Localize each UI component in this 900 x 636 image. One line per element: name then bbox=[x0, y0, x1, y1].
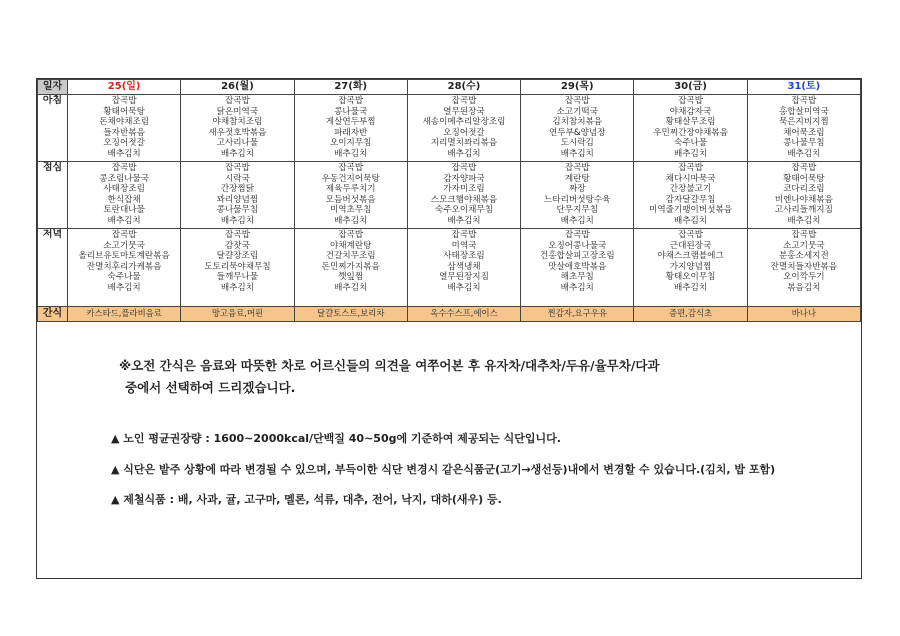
menu-item: 꽈리양념찜 bbox=[216, 194, 259, 205]
snack-cell: 달걀토스트,보리차 bbox=[294, 307, 407, 322]
menu-cell bbox=[294, 95, 407, 162]
menu-item: 우동건지어묵탕 bbox=[321, 173, 380, 184]
menu-item: 해초무침 bbox=[560, 272, 594, 283]
menu-item: 배추김치 bbox=[107, 282, 141, 293]
menu-item: 배추김치 bbox=[107, 215, 141, 226]
menu-item: 배추김치 bbox=[220, 282, 255, 293]
menu-item: 도시락김 bbox=[560, 138, 594, 149]
menu-item: 사태장조림 bbox=[443, 251, 485, 262]
menu-item: 고사리들깨지짐 bbox=[774, 205, 833, 216]
menu-cell bbox=[407, 229, 520, 307]
menu-cell bbox=[181, 95, 294, 162]
menu-item: 코다리조림 bbox=[783, 184, 825, 195]
menu-item: 게살연두부찜 bbox=[325, 117, 376, 128]
menu-cell bbox=[747, 229, 860, 307]
menu-item: 열무된장국 bbox=[443, 106, 485, 117]
menu-cell bbox=[294, 162, 407, 229]
menu-item: 볶음김치 bbox=[787, 282, 821, 293]
snack-cell: 망고음료,머핀 bbox=[181, 307, 294, 322]
menu-item: 근대된장국 bbox=[669, 240, 712, 251]
menu-item: 간장찜닭 bbox=[220, 184, 255, 195]
menu-item: 감잣국 bbox=[224, 240, 250, 251]
menu-item: 깻잎찜 bbox=[338, 272, 364, 283]
menu-item: 간장불고기 bbox=[669, 184, 712, 195]
menu-item: 소고기뭇국 bbox=[103, 240, 145, 251]
snack-cell: 바나나 bbox=[747, 307, 860, 322]
menu-item: 닭온미역국 bbox=[216, 106, 259, 117]
menu-item: 소고기떡국 bbox=[556, 106, 599, 117]
menu-cell bbox=[294, 229, 407, 307]
menu-item: 건홍합살피고장조림 bbox=[539, 251, 615, 262]
menu-cell bbox=[407, 95, 520, 162]
menu-cell bbox=[521, 162, 634, 229]
menu-item: 오이깍두기 bbox=[783, 272, 825, 283]
date-header-day: 28(수) bbox=[407, 80, 520, 95]
menu-item: 숙주오이채무침 bbox=[434, 205, 494, 216]
menu-item: 잡곡밥 bbox=[451, 163, 477, 173]
menu-item: 콩나물무침 bbox=[216, 205, 259, 216]
menu-item: 홍합살미역국 bbox=[778, 106, 829, 117]
menu-item: 황태어묵탕 bbox=[103, 106, 145, 117]
menu-item: 채어묵조림 bbox=[783, 127, 825, 138]
menu-item: 돈채야채조림 bbox=[99, 117, 150, 128]
menu-item: 잡곡밥 bbox=[111, 96, 137, 106]
menu-item: 배추김치 bbox=[673, 215, 708, 226]
menu-item: 우민찌간장야채볶음 bbox=[653, 127, 728, 138]
menu-item: 도토리묵야채무침 bbox=[204, 261, 271, 272]
menu-item: 가자미조림 bbox=[443, 184, 485, 195]
menu-item: 잡곡밥 bbox=[224, 163, 250, 173]
menu-item: 배추김치 bbox=[787, 148, 821, 159]
snack-cell: 카스타드,플라비음료 bbox=[68, 307, 181, 322]
menu-item: 새우젓호박볶음 bbox=[208, 127, 267, 138]
menu-item: 소고기뭇국 bbox=[783, 240, 825, 251]
menu-item: 달걀장조림 bbox=[216, 251, 259, 262]
menu-item: 미역줄기팽이버섯볶음 bbox=[649, 205, 733, 216]
menu-item: 배추김치 bbox=[673, 148, 708, 159]
menu-item: 황태살무조림 bbox=[665, 117, 716, 128]
menu-item: 황태어묵탕 bbox=[783, 173, 825, 184]
snack-cell: 옥수수스프,에이스 bbox=[407, 307, 520, 322]
snack-cell: 증편,감식초 bbox=[634, 307, 747, 322]
menu-item: 배추김치 bbox=[560, 215, 594, 226]
menu-item: 배추김치 bbox=[447, 282, 481, 293]
menu-cell bbox=[181, 162, 294, 229]
menu-item: 미역초무침 bbox=[329, 205, 372, 216]
menu-item: 콩나물국 bbox=[334, 106, 368, 117]
menu-item: 모듬버섯볶음 bbox=[325, 194, 376, 205]
menu-item: 잡곡밥 bbox=[111, 163, 137, 173]
menu-item: 미역국 bbox=[451, 240, 477, 251]
menu-item: 잡곡밥 bbox=[678, 163, 703, 173]
menu-item: 연두부&양념장 bbox=[549, 127, 606, 138]
date-header-day: 31(토) bbox=[747, 80, 860, 95]
menu-cell bbox=[407, 162, 520, 229]
menu-item: 새송이메추리알장조림 bbox=[422, 117, 506, 128]
menu-item: 올리브유토마토계란볶음 bbox=[78, 251, 170, 262]
date-header-day: 30(금) bbox=[634, 80, 747, 95]
menu-item: 오징어젓갈 bbox=[443, 127, 485, 138]
menu-cell bbox=[68, 95, 181, 162]
menu-cell bbox=[521, 95, 634, 162]
menu-item: 야채참치조림 bbox=[212, 117, 263, 128]
menu-item: 시락국 bbox=[224, 173, 250, 184]
menu-item: 잔멸치들자반볶음 bbox=[770, 261, 838, 272]
menu-cell bbox=[68, 162, 181, 229]
menu-item: 잡곡밥 bbox=[791, 163, 817, 173]
seasonal-food-note: ▲ 제철식품 : 배, 사과, 귤, 고구마, 멜론, 석류, 대추, 전어, 낙지, 대하(새우) 등. bbox=[111, 493, 502, 506]
menu-item: 잡곡밥 bbox=[224, 96, 250, 106]
menu-item: 잡곡밥 bbox=[338, 96, 364, 106]
menu-item: 숙주나물 bbox=[673, 138, 708, 149]
menu-item: 잡곡밥 bbox=[678, 96, 703, 106]
lunch-row bbox=[38, 162, 861, 229]
meal-label: 저녁 bbox=[38, 229, 68, 307]
menu-item: 채다시마묵국 bbox=[665, 173, 716, 184]
menu-item: 제육두루치기 bbox=[325, 184, 376, 195]
menu-item: 배추김치 bbox=[334, 282, 368, 293]
menu-item: 야채계란탕 bbox=[329, 240, 372, 251]
menu-item: 배추김치 bbox=[447, 215, 481, 226]
date-header-day: 29(목) bbox=[521, 80, 634, 95]
menu-item: 잡곡밥 bbox=[111, 230, 137, 240]
menu-item: 사태장조림 bbox=[103, 184, 145, 195]
menu-item: 가지양념찜 bbox=[669, 261, 712, 272]
menu-item: 들자반볶음 bbox=[103, 127, 145, 138]
menu-item: 고사리나물 bbox=[216, 138, 259, 149]
menu-item: 잡곡밥 bbox=[564, 96, 590, 106]
menu-item: 숙주나물 bbox=[107, 272, 141, 283]
menu-item: 돈민찌가지볶음 bbox=[321, 261, 380, 272]
weekly-menu-table bbox=[37, 79, 861, 322]
menu-item: 맛살애호박볶음 bbox=[548, 261, 607, 272]
menu-item: 황태오이무침 bbox=[665, 272, 716, 283]
menu-item: 잔멸치후리가케볶음 bbox=[86, 261, 162, 272]
menu-item: 열무된장지짐 bbox=[439, 272, 489, 283]
snack-notice-line2: 중에서 선택하여 드리겠습니다. bbox=[125, 380, 296, 395]
menu-sheet bbox=[36, 78, 862, 579]
menu-item: 배추김치 bbox=[334, 215, 368, 226]
menu-item: 감자달걀무침 bbox=[665, 194, 716, 205]
menu-item: 잡곡밥 bbox=[564, 230, 590, 240]
menu-item: 파래자반 bbox=[334, 127, 368, 138]
date-header-row bbox=[38, 80, 861, 95]
menu-item: 배추김치 bbox=[447, 148, 481, 159]
menu-item: 잡곡밥 bbox=[564, 163, 590, 173]
menu-item: 계란탕 bbox=[564, 173, 590, 184]
menu-cell bbox=[521, 229, 634, 307]
menu-item: 배추김치 bbox=[220, 215, 255, 226]
menu-item: 배추김치 bbox=[560, 148, 594, 159]
menu-cell bbox=[634, 162, 747, 229]
menu-item: 잡곡밥 bbox=[678, 230, 703, 240]
snack-cell: 찐감자,요구우유 bbox=[521, 307, 634, 322]
menu-item: 건갈치무조림 bbox=[325, 251, 376, 262]
menu-item: 단무지무침 bbox=[556, 205, 599, 216]
nutrition-note: ▲ 노인 평균권장량 : 1600~2000kcal/단백질 40~50g에 기준하여 제공되는 식단입니다. bbox=[111, 432, 561, 445]
menu-item: 잡곡밥 bbox=[338, 163, 364, 173]
menu-item: 김치참치볶음 bbox=[552, 117, 603, 128]
menu-item: 지리멸치꽈리볶음 bbox=[430, 138, 498, 149]
snack-label: 간식 bbox=[38, 307, 68, 322]
date-header-day: 27(화) bbox=[294, 80, 407, 95]
menu-cell bbox=[634, 95, 747, 162]
menu-item: 스모크햄야채볶음 bbox=[430, 194, 498, 205]
menu-item: 콩나물무침 bbox=[783, 138, 825, 149]
menu-item: 배추김치 bbox=[107, 148, 141, 159]
menu-item: 잡곡밥 bbox=[451, 96, 477, 106]
menu-item: 배추김치 bbox=[787, 215, 821, 226]
menu-item: 토란대나물 bbox=[103, 205, 145, 216]
date-header-label: 일자 bbox=[38, 80, 68, 95]
menu-item: 잡곡밥 bbox=[791, 96, 817, 106]
menu-cell bbox=[68, 229, 181, 307]
menu-item: 배추김치 bbox=[673, 282, 708, 293]
date-header-day: 25(일) bbox=[68, 80, 181, 95]
menu-item: 분홍소세지전 bbox=[778, 251, 829, 262]
dinner-row bbox=[38, 229, 861, 307]
menu-item: 느타리버섯탕수육 bbox=[544, 194, 611, 205]
breakfast-row bbox=[38, 95, 861, 162]
menu-item: 잡곡밥 bbox=[338, 230, 364, 240]
menu-cell bbox=[634, 229, 747, 307]
date-header-day: 26(월) bbox=[181, 80, 294, 95]
menu-item: 묵은지비지찜 bbox=[778, 117, 829, 128]
menu-item: 배추김치 bbox=[334, 148, 368, 159]
menu-cell bbox=[747, 162, 860, 229]
menu-item: 감자양파국 bbox=[443, 173, 485, 184]
menu-change-note: ▲ 식단은 밭주 상황에 따라 변경될 수 있으며, 부득이한 식단 변경시 같은식품군(고기→생선등)내에서 변경할 수 있습니다.(김치, 밥 포함) bbox=[111, 463, 776, 476]
meal-label: 아침 bbox=[38, 95, 68, 162]
meal-label: 점심 bbox=[38, 162, 68, 229]
menu-item: 잡곡밥 bbox=[791, 230, 817, 240]
menu-item: 잡곡밥 bbox=[451, 230, 477, 240]
menu-item: 배추김치 bbox=[560, 282, 594, 293]
menu-item: 한식잡채 bbox=[107, 194, 141, 205]
menu-item: 들깨무나물 bbox=[216, 272, 259, 283]
menu-item: 배추김치 bbox=[220, 148, 255, 159]
menu-item: 삼색냉채 bbox=[447, 261, 481, 272]
menu-item: 짜장 bbox=[568, 184, 586, 195]
menu-item: 오징어젓갈 bbox=[103, 138, 145, 149]
menu-item: 콩조림나물국 bbox=[99, 173, 150, 184]
menu-item: 오징어콩나물국 bbox=[548, 240, 607, 251]
menu-cell bbox=[747, 95, 860, 162]
menu-item: 야채감자국 bbox=[669, 106, 712, 117]
snack-notice bbox=[119, 355, 819, 399]
snack-notice-line1: ※오전 간식은 음료와 따뜻한 차로 어르신들의 의견을 여쭈어본 후 유자차/대추차/두유/율무차/다과 bbox=[119, 358, 660, 373]
menu-item: 야채스크램블에그 bbox=[657, 251, 724, 262]
menu-item: 오이지무침 bbox=[329, 138, 372, 149]
menu-item: 잡곡밥 bbox=[224, 230, 250, 240]
menu-cell bbox=[181, 229, 294, 307]
menu-item: 비엔나야채볶음 bbox=[774, 194, 833, 205]
snack-row bbox=[38, 307, 861, 322]
